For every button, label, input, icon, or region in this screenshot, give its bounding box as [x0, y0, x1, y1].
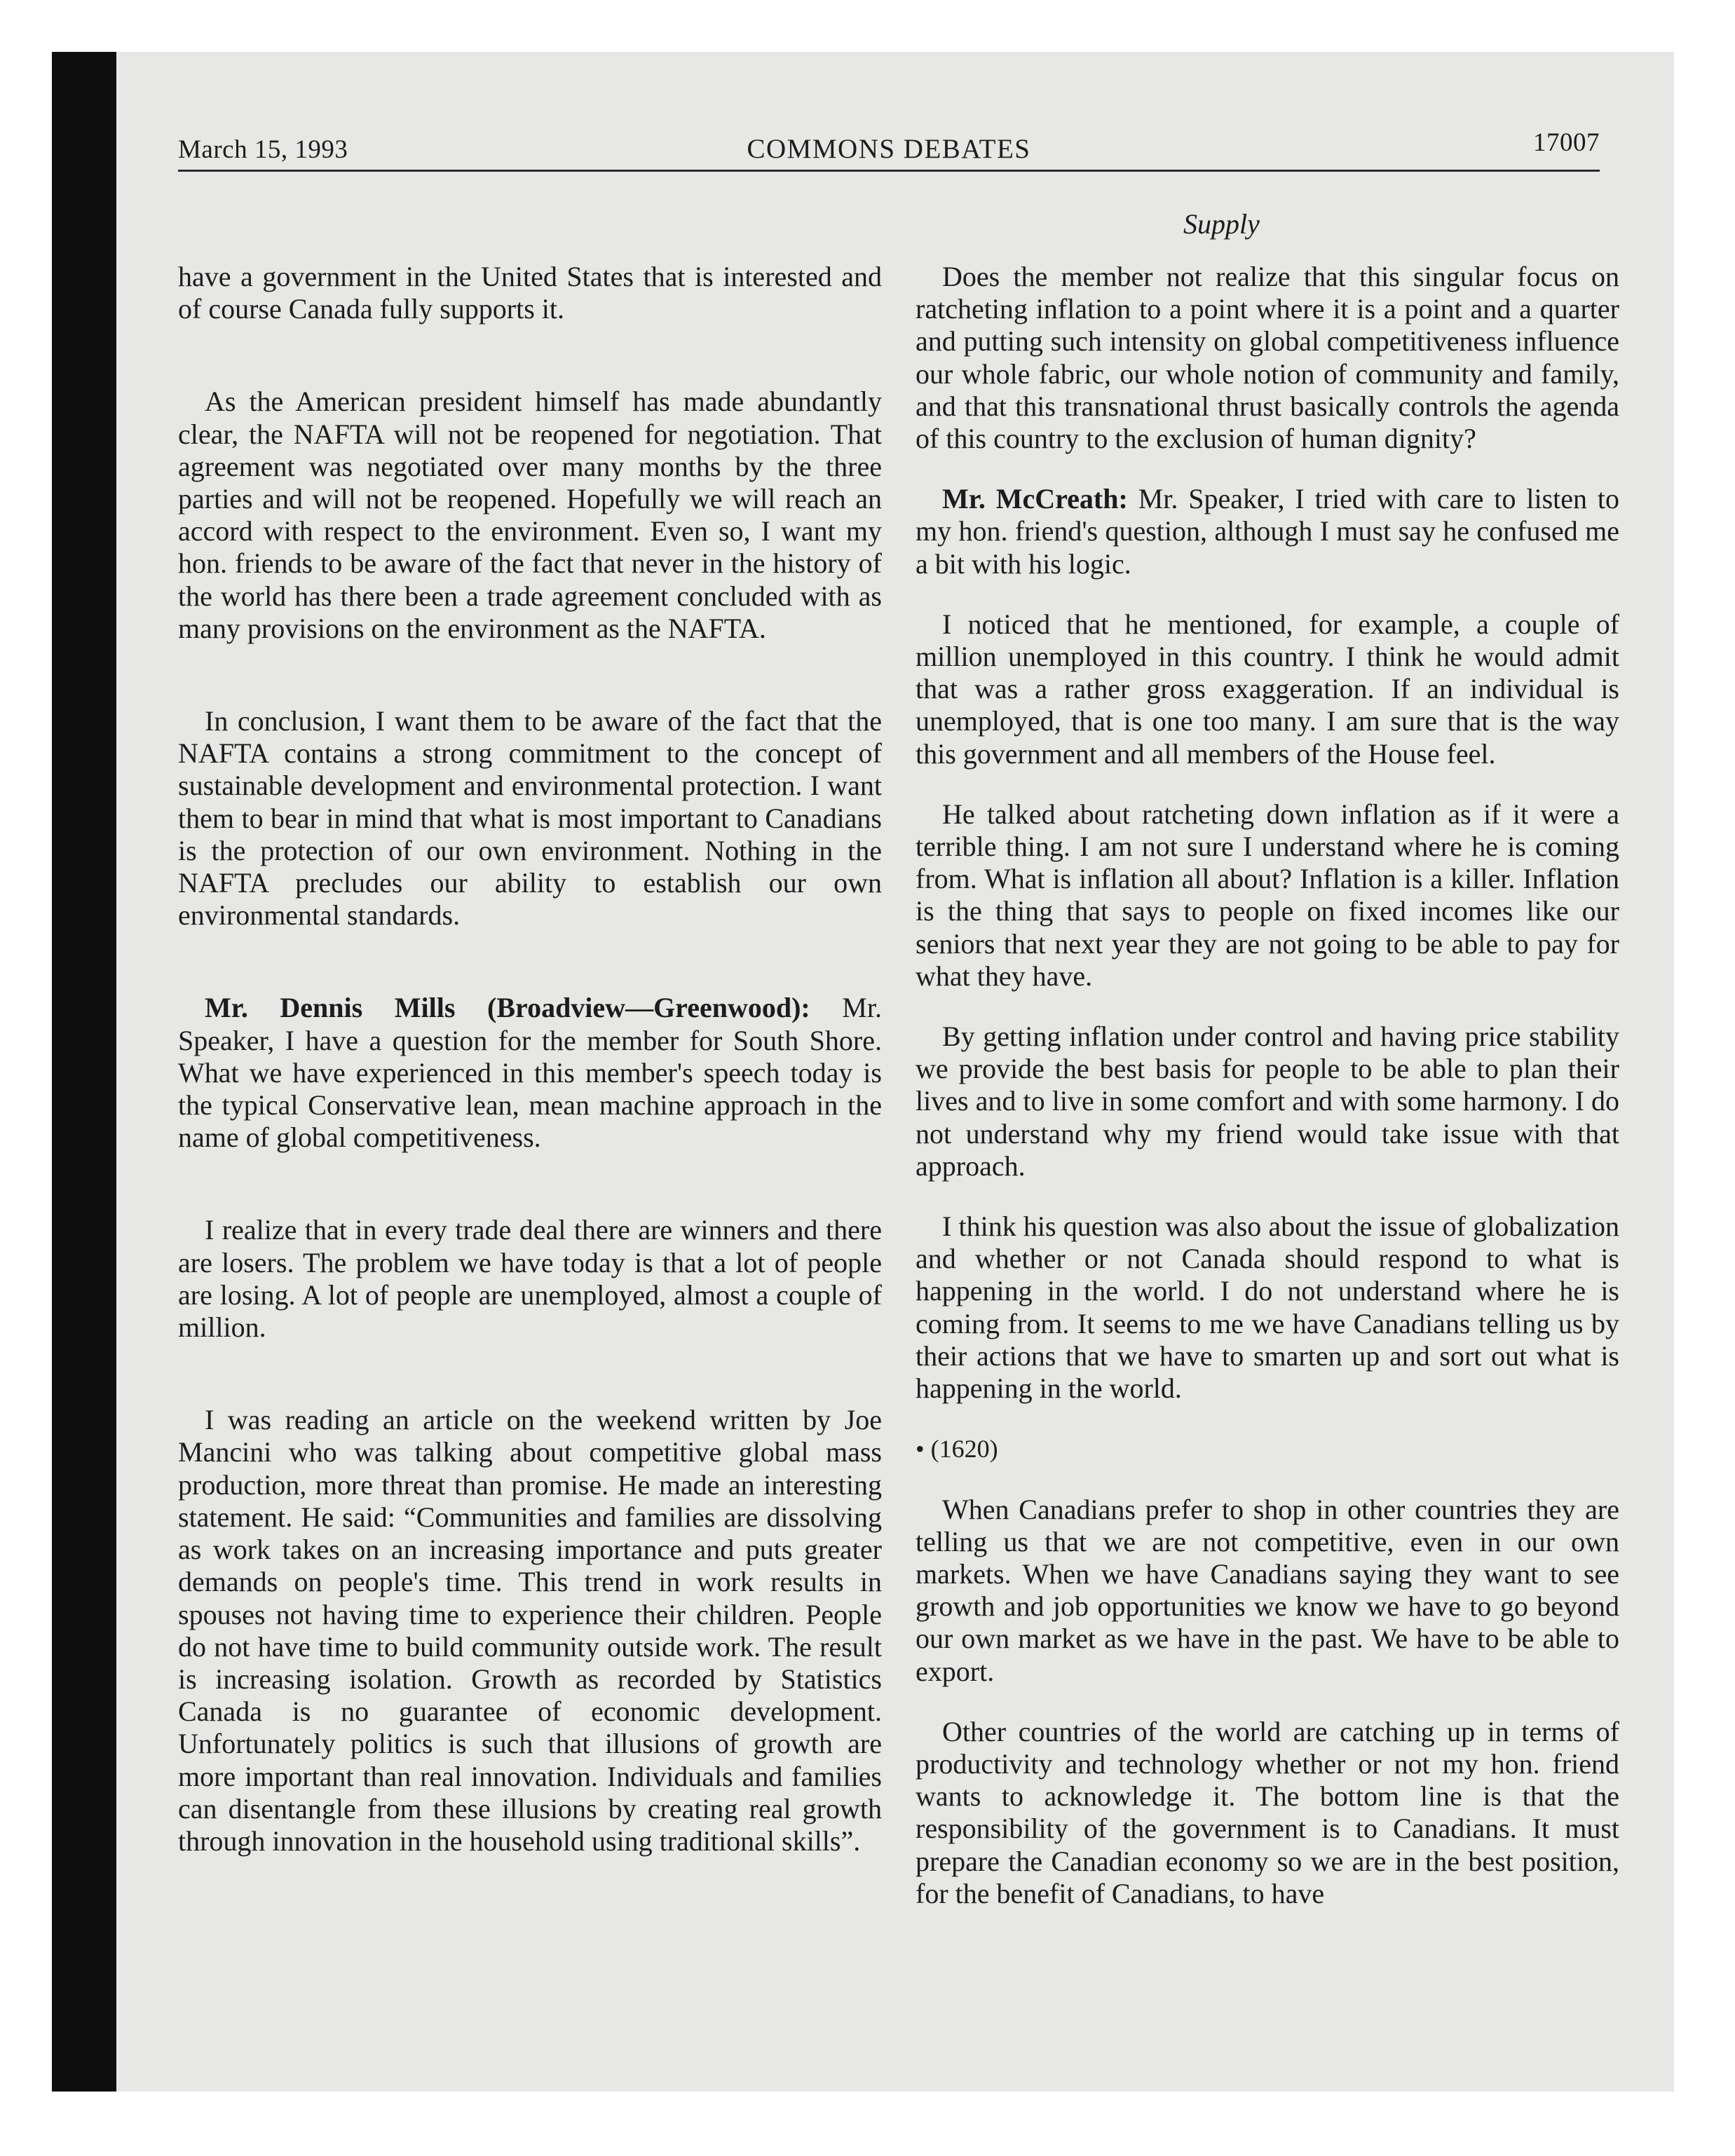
paragraph: I realize that in every trade deal there are winners and there are losers. The problem we have today is that a lot of people are losing. A lot of people are unemployed, almost a couple of million. [178, 1214, 882, 1344]
speaker-name: Mr. Dennis Mills (Broadview—Greenwood): [205, 992, 810, 1024]
paragraph: I was reading an article on the weekend written by Joe Mancini who was talking about competitive global mass production, more threat than promise. He made an interesting statement. He said: “Communities and families are dissolving as work takes on an increasing importance and puts greater demands on people's time. This trend in work results in spouses not having time to experience their children. People do not have time to build community outside work. The result is increasing isolation. Growth as recorded by Statistics Canada is no guarantee of economic development. Unfortunately politics is such that illusions of growth are more important than real innovation. Individuals and families can disentangle from these illusions by creating real growth through innovation in the household using traditional skills”. [178, 1404, 882, 1857]
speaker-paragraph [916, 483, 1619, 580]
header-rule [178, 170, 1600, 172]
speech-text: Mr. Speaker, I have a question for the member for South Shore. What we have experienced in this member's speech today is the typical Conservative lean, mean machine approach in the name of global competitiveness. [178, 992, 882, 1154]
paragraph: I think his question was also about the issue of globalization and whether or not Canada should respond to what is happening in the world. I do not understand where he is coming from. It seems to me we have Canadians telling us by their actions that we have to smarten up and sort out what is happening in the world. [916, 1210, 1619, 1405]
paragraph: have a government in the United States that is interested and of course Canada fully supports it. [178, 261, 882, 325]
scan-edge-shadow [52, 52, 116, 2092]
left-column [178, 261, 882, 1857]
paragraph: When Canadians prefer to shop in other countries they are telling us that we are not competitive, even in our own markets. When we have Canadians saying they want to see growth and job opportunities we know we have to go beyond our own market as we have in the past. We have to be able to export. [916, 1493, 1619, 1687]
speech-text: Mr. Speaker, I tried with care to listen to my hon. friend's question, although I must say he confused me a bit with his logic. [916, 483, 1620, 580]
timestamp-marker: • (1620) [916, 1435, 998, 1464]
paragraph: Does the member not realize that this singular focus on ratcheting inflation to a point where it is a point and a quarter and putting such intensity on global competitiveness influence our whole fabric, our whole notion of community and family, and that this transnational thrust basically controls the agenda of this country to the exclusion of human dignity? [916, 261, 1619, 455]
speaker-name: Mr. McCreath: [942, 483, 1128, 515]
paragraph: I noticed that he mentioned, for example, a couple of million unemployed in this country. I think he would admit that was a rather gross exaggeration. If an individual is unemployed, that is one too many. I am sure that is the way this government and all members of the House feel. [916, 608, 1619, 770]
header-title: COMMONS DEBATES [747, 134, 1031, 164]
header-date: March 15, 1993 [178, 135, 348, 164]
page-number: 17007 [1533, 128, 1600, 157]
paragraph: As the American president himself has made abundantly clear, the NAFTA will not be reopened for negotiation. That agreement was negotiated over many months by the three parties and will not be reopened. Hopefully we will reach an accord with respect to the environment. Even so, I want my hon. friends to be aware of the fact that never in the history of the world has there been a trade agreement concluded with as many provisions on the environment as the NAFTA. [178, 386, 882, 644]
paragraph: In conclusion, I want them to be aware of the fact that the NAFTA contains a strong commitment to the concept of sustainable development and environmental protection. I want them to bear in mind that what is most important to Canadians is the protection of our own environment. Nothing in the NAFTA precludes our ability to establish our own environmental standards. [178, 705, 882, 932]
right-column [916, 261, 1619, 1910]
paragraph: Other countries of the world are catching up in terms of productivity and technology whether or not my hon. friend wants to acknowledge it. The bottom line is that the responsibility of the government is to Canadians. It must prepare the Canadian economy so we are in the best position, for the benefit of Canadians, to have [916, 1715, 1619, 1909]
page-header [178, 128, 1600, 170]
section-label: Supply [1183, 208, 1260, 240]
speaker-paragraph [178, 992, 882, 1154]
paragraph: By getting inflation under control and having price stability we provide the best basis for people to be able to plan their lives and to live in some comfort and with some harmony. I do not understand why my friend would take issue with that approach. [916, 1021, 1619, 1182]
paragraph: He talked about ratcheting down inflation as if it were a terrible thing. I am not sure I understand where he is coming from. What is inflation all about? Inflation is a killer. Inflation is the thing that says to people on fixed incomes like our seniors that next year they are not going to be able to pay for what they have. [916, 798, 1619, 992]
